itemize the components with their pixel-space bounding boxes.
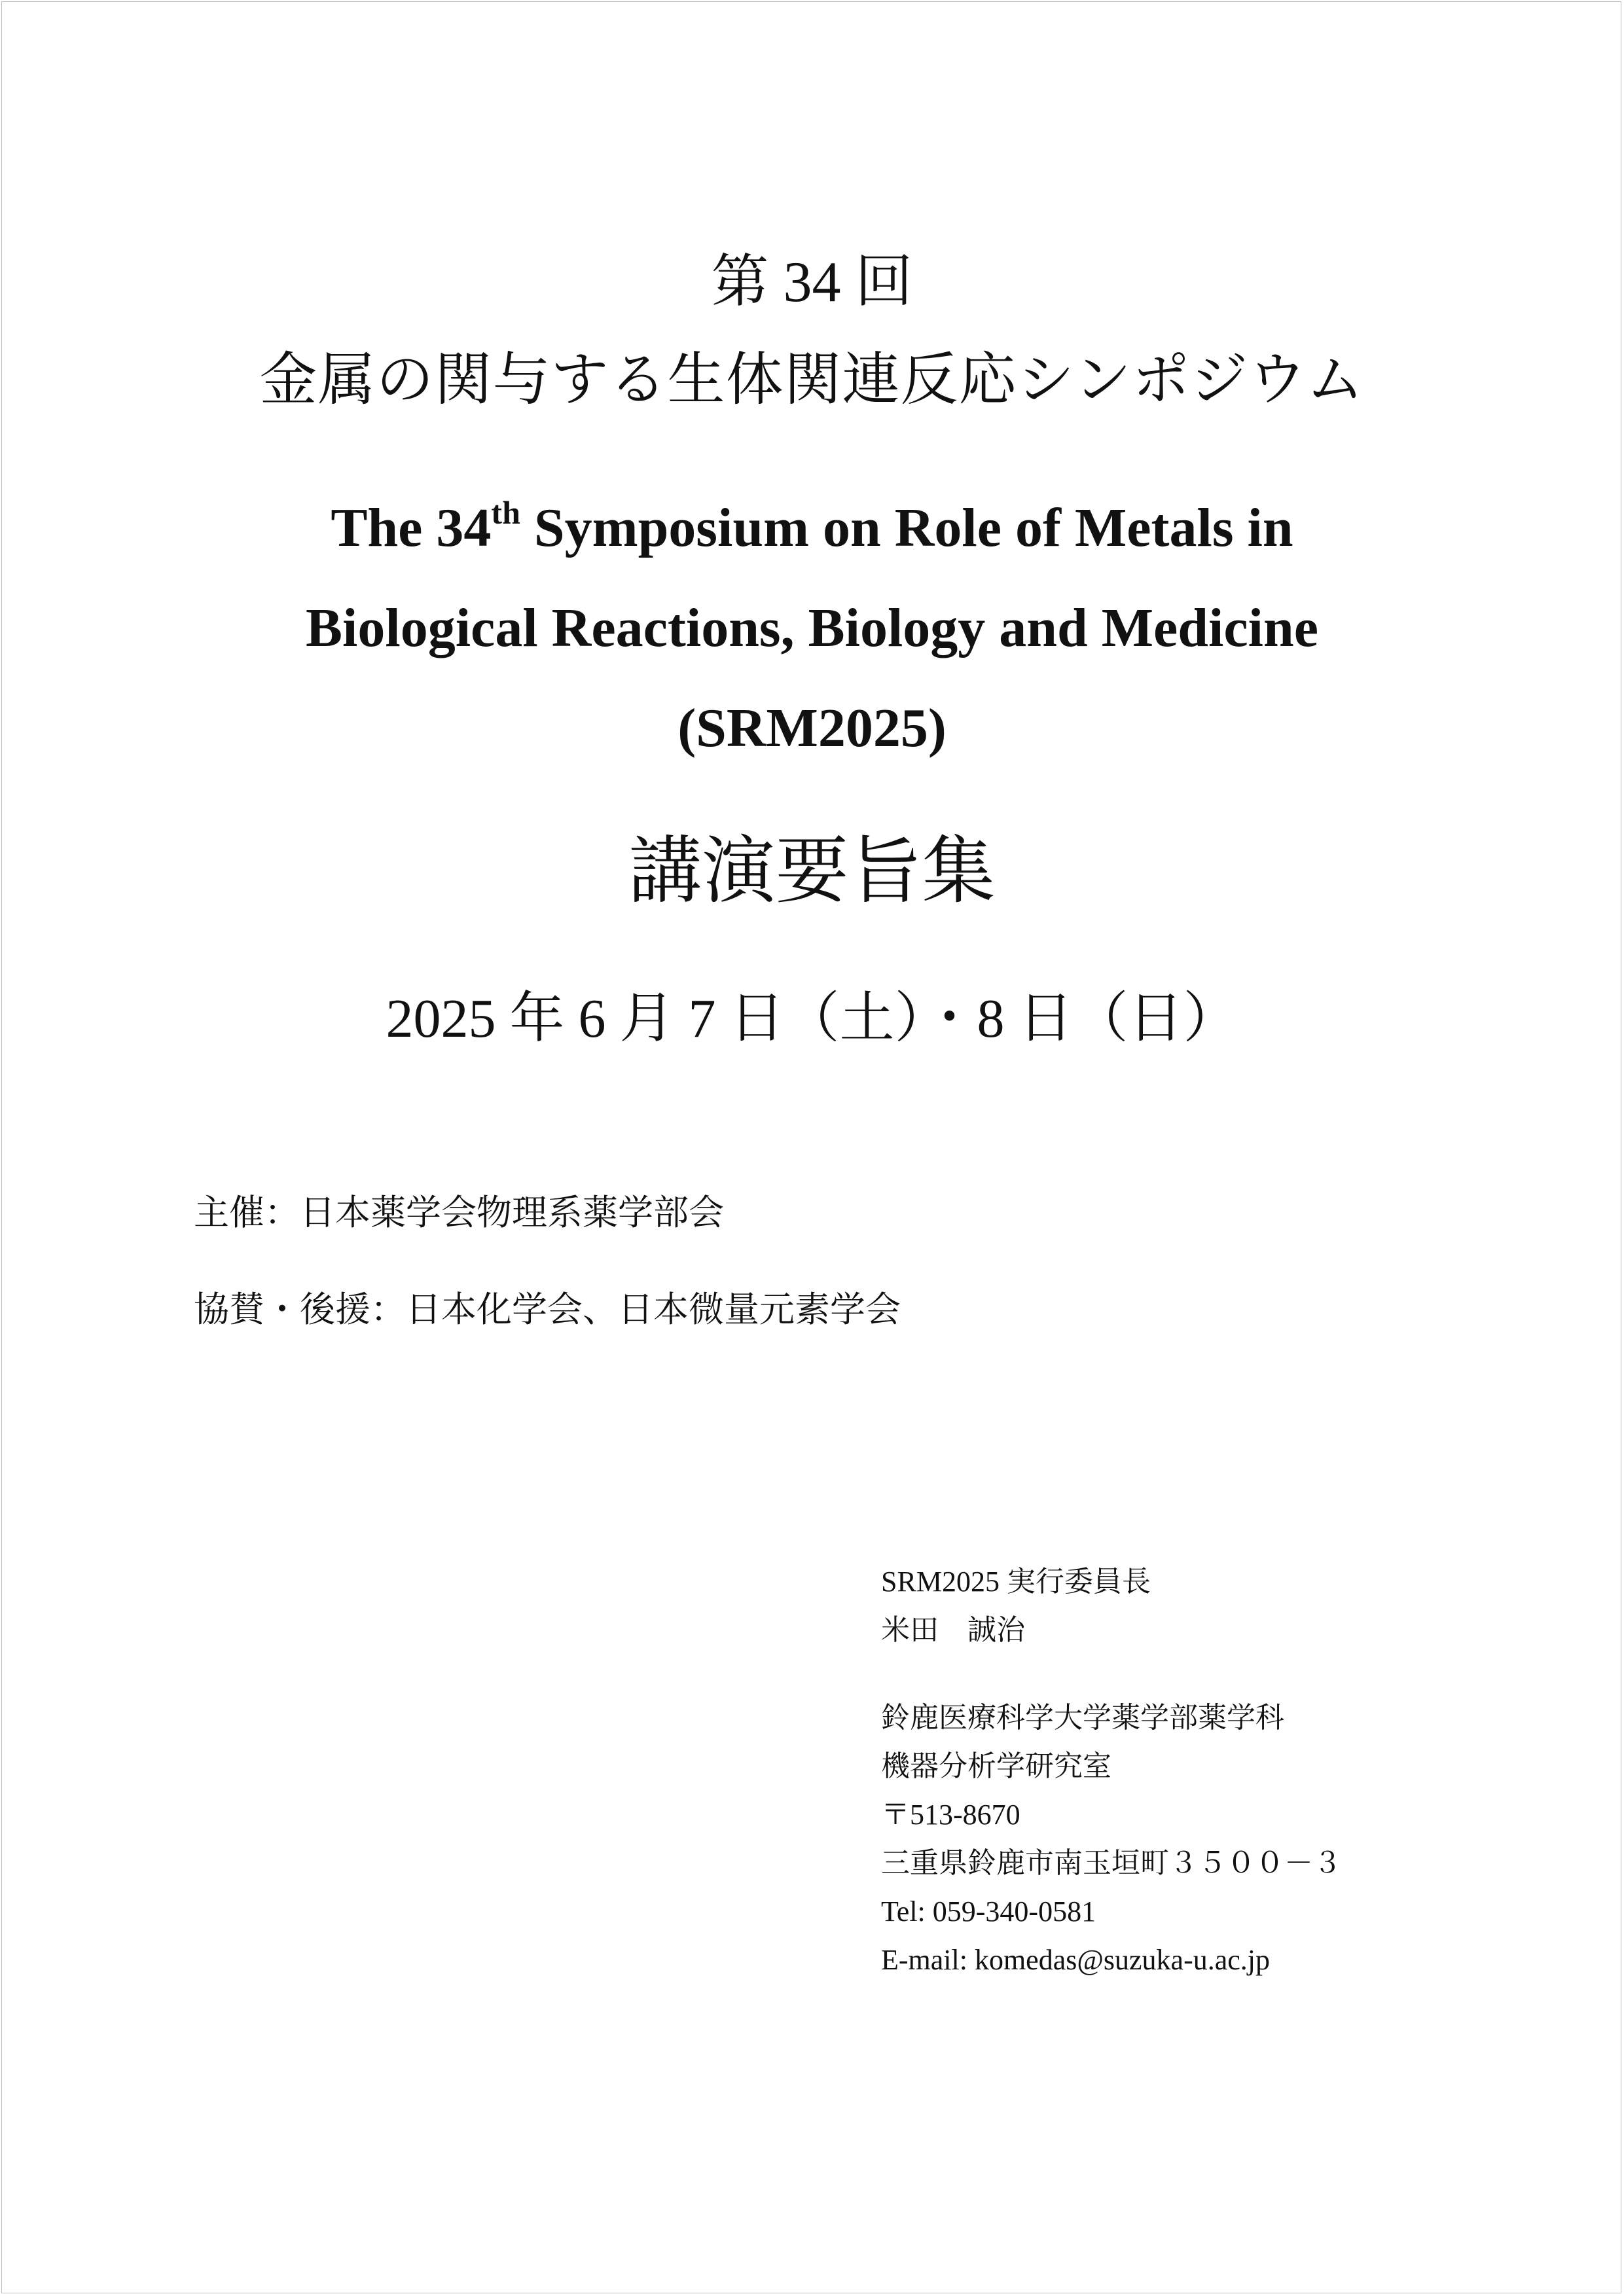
japanese-title: 金属の関与する生体関連反応シンポジウム — [259, 349, 1365, 412]
committee-chair-name: 米田 誠治 — [881, 1614, 1025, 1646]
organizer-line: 主催：日本薬学会物理系薬学部会 — [194, 1193, 724, 1232]
edition-number: 第 34 回 — [711, 251, 913, 314]
abstracts-heading: 講演要旨集 — [628, 831, 996, 912]
address: 三重県鈴鹿市南玉垣町３５００－３ — [881, 1847, 1342, 1879]
committee-chair-role: SRM2025 実行委員長 — [881, 1566, 1151, 1598]
telephone: Tel: 059-340-0581 — [881, 1895, 1096, 1928]
contact-spacer — [881, 1655, 1342, 1694]
english-title-prefix: The 34 — [331, 497, 492, 558]
email: E-mail: komedas@suzuka-u.ac.jp — [881, 1944, 1270, 1976]
english-title-line-1-rest: Symposium on Role of Metals in — [520, 497, 1293, 558]
contact-block — [881, 1558, 1342, 1984]
laboratory: 機器分析学研究室 — [881, 1750, 1111, 1782]
english-title-line-1 — [0, 492, 1624, 564]
postal-code: 〒513-8670 — [881, 1799, 1020, 1831]
english-title-line-2: Biological Reactions, Biology and Medicine — [306, 598, 1318, 658]
english-title-line-3: (SRM2025) — [677, 698, 947, 759]
affiliation: 鈴鹿医療科学大学薬学部薬学科 — [881, 1702, 1284, 1734]
sponsors-line: 協賛・後援：日本化学会、日本微量元素学会 — [194, 1290, 901, 1329]
symposium-date: 2025 年 6 月 7 日（土）・8 日（日） — [386, 988, 1238, 1049]
english-title-ordinal-suffix: th — [491, 494, 520, 531]
